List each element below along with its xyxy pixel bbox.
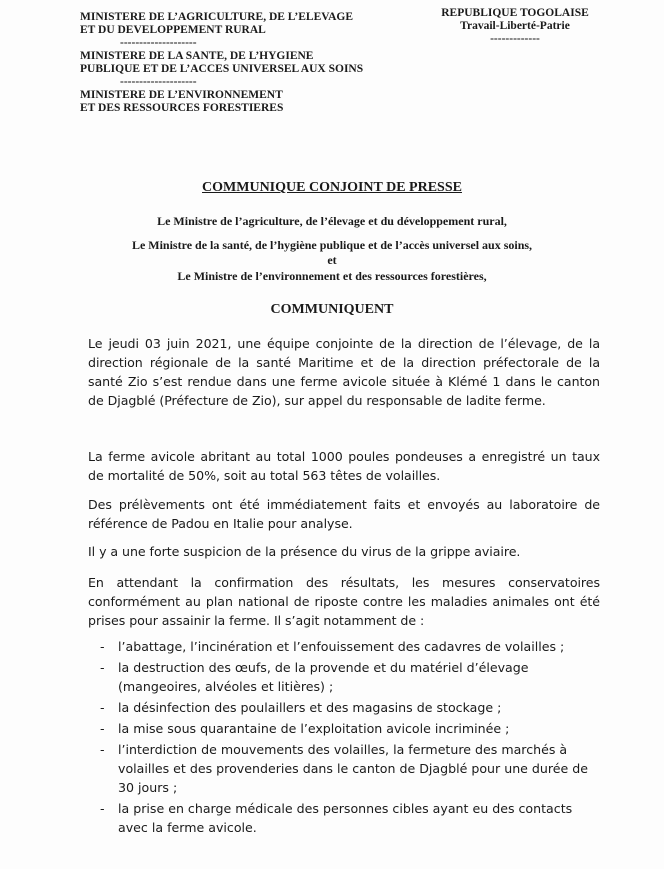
list-item bbox=[100, 740, 600, 797]
ministry-agriculture-line1: MINISTERE DE L’AGRICULTURE, DE L’ELEVAGE bbox=[80, 11, 353, 23]
measures-list bbox=[100, 637, 600, 839]
paragraph-suspicion: Il y a une forte suspicion de la présence du virus de la grippe aviaire. bbox=[88, 544, 521, 559]
document-title: COMMUNIQUE CONJOINT DE PRESSE bbox=[202, 180, 462, 195]
ministries-header bbox=[80, 11, 363, 115]
communiquent-heading: COMMUNIQUENT bbox=[270, 302, 394, 317]
bullet-dash: - bbox=[100, 700, 105, 715]
list-item bbox=[100, 698, 600, 717]
ministry-health-line1: MINISTERE DE LA SANTE, DE L’HYGIENE bbox=[80, 50, 314, 62]
bullet-dash: - bbox=[100, 660, 105, 675]
minister-health: Le Ministre de la santé, de l’hygiène publique et de l’accès universel aux soins, bbox=[131, 238, 533, 252]
separator: -------------------- bbox=[120, 37, 197, 49]
list-item bbox=[100, 799, 600, 837]
country-name: REPUBLIQUE TOGOLAISE bbox=[441, 7, 589, 19]
paragraph-samples: Des prélèvements ont été immédiatement faits et envoyés au laboratoire de référence de Padou en Italie pour analyse. bbox=[88, 497, 600, 531]
ministry-environment-line1: MINISTERE DE L’ENVIRONNEMENT bbox=[80, 89, 283, 101]
republic-header bbox=[420, 7, 610, 46]
separator: -------------------- bbox=[120, 76, 197, 88]
bullet-dash: - bbox=[100, 721, 105, 736]
measure-text: la mise sous quarantaine de l’exploitation avicole incriminée ; bbox=[118, 721, 510, 736]
paragraph-measures-intro: En attendant la confirmation des résultats, les mesures conservatoires conformément au plan national de riposte contre les maladies animales ont été prises pour assainir la ferme. Il s’agit notamment de : bbox=[88, 575, 600, 628]
paragraph-intro: Le jeudi 03 juin 2021, une équipe conjointe de la direction de l’élevage, de la direction régionale de la santé Maritime et de la direction préfectorale de la santé Zio s’est rendue dans une ferme avicole située à Klémé 1 dans le canton de Djagblé (Préfecture de Zio), sur appel du responsable de ladite ferme. bbox=[88, 336, 600, 408]
separator: ------------- bbox=[490, 33, 540, 45]
minister-environment: Le Ministre de l’environnement et des ressources forestières, bbox=[177, 269, 487, 283]
measure-text: la prise en charge médicale des personnes cibles ayant eu des contacts avec la ferme avicole. bbox=[118, 801, 573, 835]
list-item bbox=[100, 658, 600, 696]
ministry-health-line2: PUBLIQUE ET DE L’ACCES UNIVERSEL AUX SOINS bbox=[80, 63, 364, 75]
country-motto: Travail-Liberté-Patrie bbox=[460, 20, 570, 32]
measure-text: l’interdiction de mouvements des volailles, la fermeture des marchés à volailles et des provenderies dans le canton de Djagblé pour une durée de 30 jours ; bbox=[118, 742, 589, 795]
ministry-agriculture-line2: ET DU DEVELOPPEMENT RURAL bbox=[80, 24, 266, 36]
bullet-dash: - bbox=[100, 742, 105, 757]
conjunction-et: et bbox=[327, 253, 337, 267]
list-item bbox=[100, 637, 600, 656]
list-item bbox=[100, 719, 600, 738]
paragraph-mortality: La ferme avicole abritant au total 1000 poules pondeuses a enregistré un taux de mortalité de 50%, soit au total 563 têtes de volailles. bbox=[88, 449, 600, 483]
bullet-dash: - bbox=[100, 639, 105, 654]
bullet-dash: - bbox=[100, 801, 105, 816]
measure-text: la destruction des œufs, de la provende et du matériel d’élevage (mangeoires, alvéoles et litières) ; bbox=[118, 660, 529, 694]
measure-text: l’abattage, l’incinération et l’enfouissement des cadavres de volailles ; bbox=[118, 639, 565, 654]
minister-agriculture: Le Ministre de l’agriculture, de l’élevage et du développement rural, bbox=[157, 214, 507, 228]
measure-text: la désinfection des poulaillers et des magasins de stockage ; bbox=[118, 700, 502, 715]
ministry-environment-line2: ET DES RESSOURCES FORESTIERES bbox=[80, 102, 284, 114]
